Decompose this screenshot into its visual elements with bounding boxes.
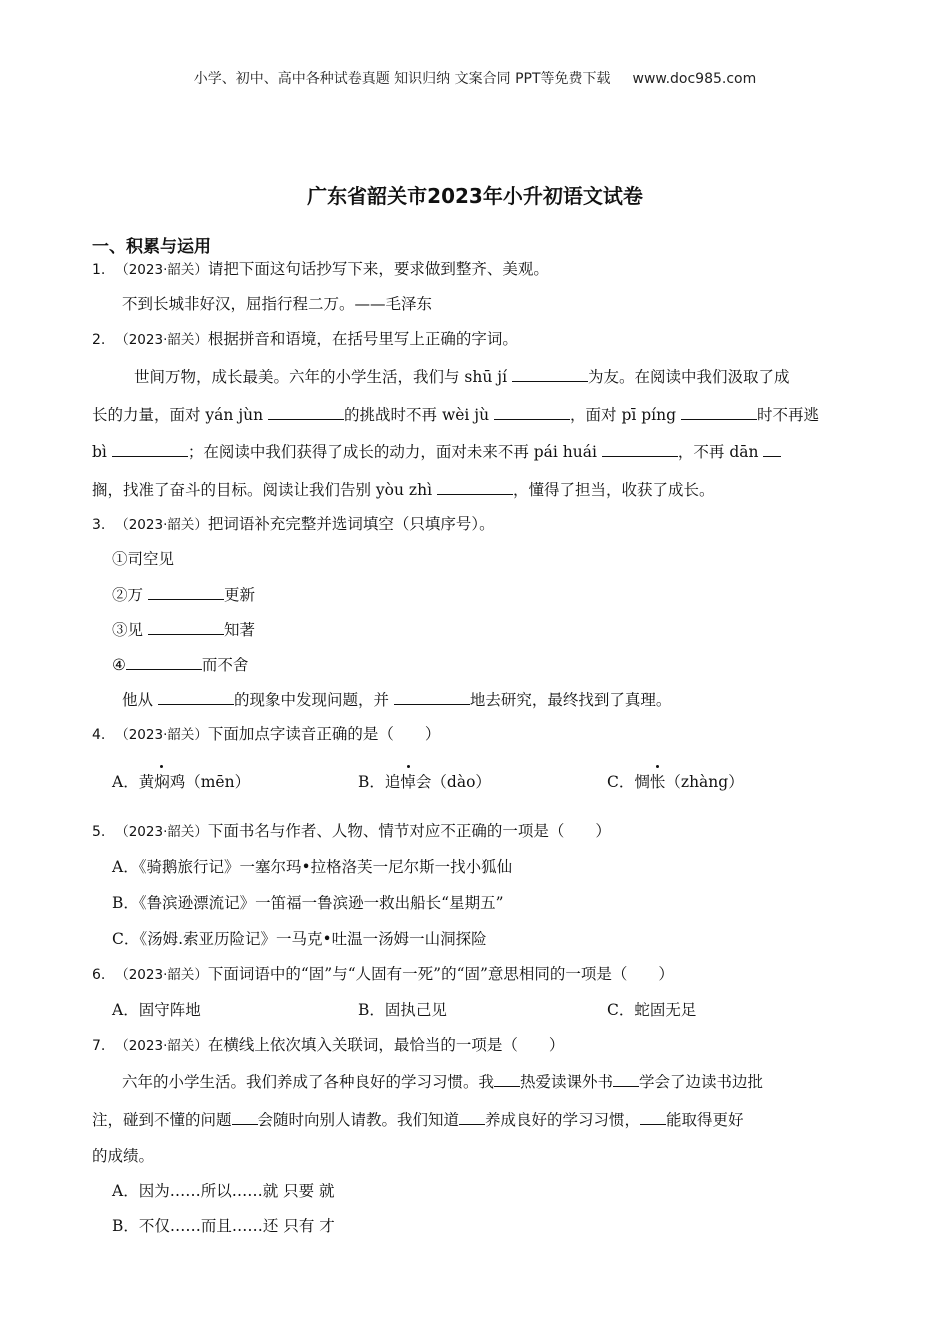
question-number: 3.	[92, 517, 106, 533]
text: 搁，找准了奋斗的目标。阅读让我们告别 yòu zhì	[92, 481, 437, 499]
answer-blank[interactable]	[148, 619, 224, 635]
text: 鸡（mēn）	[169, 773, 251, 791]
question-number: 7.	[92, 1038, 106, 1054]
question-6-stem	[92, 964, 674, 985]
question-2-stem	[92, 329, 518, 350]
question-7-line-1	[122, 1071, 763, 1092]
option-4	[112, 654, 248, 675]
question-number: 5.	[92, 824, 106, 840]
text: 注，碰到不懂的问题	[92, 1111, 232, 1129]
question-text: 下面词语中的“固”与“人固有一死”的“固”意思相同的一项是（ ）	[207, 965, 674, 983]
text: 六年的小学生活。我们养成了各种良好的学习习惯。我	[122, 1073, 495, 1091]
answer-blank[interactable]	[763, 441, 781, 457]
choice-b[interactable]: B．《鲁滨逊漂流记》一笛福一鲁滨逊一救出船长“星期五”	[112, 894, 504, 912]
question-source: （2023·韶关）	[115, 332, 208, 348]
choice-c[interactable]: C．《汤姆.索亚历险记》一马克•吐温一汤姆一山洞探险	[112, 930, 487, 948]
question-number: 4.	[92, 727, 106, 743]
text: 会随时向别人请教。我们知道	[257, 1111, 460, 1129]
question-text: 把词语补充完整并选词填空（只填序号）。	[207, 515, 495, 533]
question-source: （2023·韶关）	[115, 967, 208, 983]
answer-blank[interactable]	[158, 689, 234, 705]
question-7-stem	[92, 1035, 564, 1056]
option-3	[112, 619, 255, 640]
question-number: 6.	[92, 967, 106, 983]
answer-blank[interactable]	[459, 1109, 485, 1125]
question-2-line-4	[92, 479, 714, 500]
text: ，懂得了担当，收获了成长。	[512, 481, 715, 499]
text: 惆	[634, 773, 650, 791]
answer-blank[interactable]	[613, 1071, 639, 1087]
question-5-stem	[92, 821, 611, 842]
text: ，面对 pī píng	[570, 406, 681, 424]
question-2-line-3	[92, 441, 781, 462]
text: 为友。在阅读中我们汲取了成	[587, 368, 790, 386]
answer-blank[interactable]	[640, 1109, 666, 1125]
dotted-char: 怅	[649, 773, 666, 791]
choice-b[interactable]: B．不仅……而且……还 只有 才	[112, 1217, 335, 1235]
choice-a[interactable]	[112, 772, 250, 792]
question-text: 下面书名与作者、人物、情节对应不正确的一项是（ ）	[207, 822, 611, 840]
answer-blank[interactable]	[681, 404, 757, 420]
answer-blank[interactable]	[126, 654, 202, 670]
question-source: （2023·韶关）	[115, 262, 208, 278]
text: ②万	[112, 586, 148, 604]
question-source: （2023·韶关）	[115, 517, 208, 533]
choice-label: B．	[358, 773, 385, 791]
question-number: 2.	[92, 332, 106, 348]
choice-a[interactable]: A．因为……所以……就 只要 就	[112, 1182, 335, 1200]
question-text: 请把下面这句话抄写下来，要求做到整齐、美观。	[207, 260, 549, 278]
section-heading: 一、积累与运用	[92, 237, 211, 257]
text: 养成良好的学习习惯，	[485, 1111, 641, 1129]
question-1-quote: 不到长城非好汉，屈指行程二万。——毛泽东	[122, 295, 433, 313]
question-3-sentence	[122, 689, 671, 710]
question-1-stem	[92, 259, 549, 280]
option-1: ①司空见	[112, 550, 175, 568]
choice-a[interactable]: A．《骑鹅旅行记》一塞尔玛•拉格洛芙一尼尔斯一找小狐仙	[112, 858, 513, 876]
dotted-char: 悼	[400, 773, 416, 791]
text: 更新	[223, 586, 255, 604]
question-7-line-2	[92, 1109, 744, 1130]
page-header	[0, 68, 950, 88]
text: 的现象中发现问题，并	[233, 691, 394, 709]
choice-label: C．	[607, 773, 635, 791]
text: 长的力量，面对 yán jùn	[92, 406, 269, 424]
question-text: 在横线上依次填入关联词，最恰当的一项是（ ）	[207, 1036, 565, 1054]
text: 他从	[122, 691, 158, 709]
question-number: 1.	[92, 262, 106, 278]
answer-blank[interactable]	[148, 584, 224, 600]
choice-a[interactable]: A．固守阵地	[112, 1001, 201, 1019]
header-site-link[interactable]: www.doc985.com	[632, 71, 757, 87]
answer-blank[interactable]	[268, 404, 344, 420]
text: （zhàng）	[665, 773, 744, 791]
choice-b[interactable]	[358, 772, 491, 792]
choice-b[interactable]: B．固执己见	[358, 1001, 447, 1019]
choice-c[interactable]	[607, 772, 744, 792]
question-source: （2023·韶关）	[115, 1038, 208, 1054]
text: 知著	[223, 621, 255, 639]
text: 时不再逃	[756, 406, 819, 424]
question-text: 下面加点字读音正确的是（ ）	[207, 725, 441, 743]
question-2-line-2	[92, 404, 819, 425]
text: ③见	[112, 621, 148, 639]
page-title: 广东省韶关市2023年小升初语文试卷	[307, 184, 643, 208]
choice-label: A．	[112, 773, 139, 791]
question-3-stem	[92, 514, 495, 535]
option-2	[112, 584, 255, 605]
answer-blank[interactable]	[494, 404, 570, 420]
choice-c[interactable]: C．蛇固无足	[607, 1001, 697, 1019]
text: bì	[92, 443, 112, 461]
answer-blank[interactable]	[494, 1071, 520, 1087]
text: 的挑战时不再 wèi jù	[344, 406, 495, 424]
answer-blank[interactable]	[602, 441, 678, 457]
text: 学会了边读书边批	[639, 1073, 764, 1091]
text: 追	[384, 773, 401, 791]
question-source: （2023·韶关）	[115, 824, 208, 840]
text: 世间万物，成长最美。六年的小学生活，我们与 shū jí	[134, 368, 512, 386]
answer-blank[interactable]	[394, 689, 470, 705]
text: ；在阅读中我们获得了成长的动力，面对未来不再 pái huái	[187, 443, 602, 461]
header-text: 小学、初中、高中各种试卷真题 知识归纳 文案合同 PPT等免费下载	[193, 71, 611, 87]
question-text: 根据拼音和语境，在括号里写上正确的字词。	[207, 330, 518, 348]
text: 黄	[138, 773, 155, 791]
answer-blank[interactable]	[437, 479, 513, 495]
question-2-line-1	[134, 366, 789, 387]
text: ④	[112, 656, 126, 674]
text: 而不舍	[201, 656, 249, 674]
dotted-char: 焖	[154, 773, 170, 791]
text: 热爱读课外书	[520, 1073, 614, 1091]
question-7-line-3: 的成绩。	[92, 1147, 155, 1165]
question-source: （2023·韶关）	[115, 727, 208, 743]
text: 地去研究，最终找到了真理。	[469, 691, 672, 709]
text: 能取得更好	[666, 1111, 744, 1129]
question-4-stem	[92, 724, 440, 745]
text: ，不再 dān	[677, 443, 764, 461]
answer-blank[interactable]	[512, 366, 588, 382]
answer-blank[interactable]	[232, 1109, 258, 1125]
text: 会（dào）	[415, 773, 491, 791]
answer-blank[interactable]	[112, 441, 188, 457]
